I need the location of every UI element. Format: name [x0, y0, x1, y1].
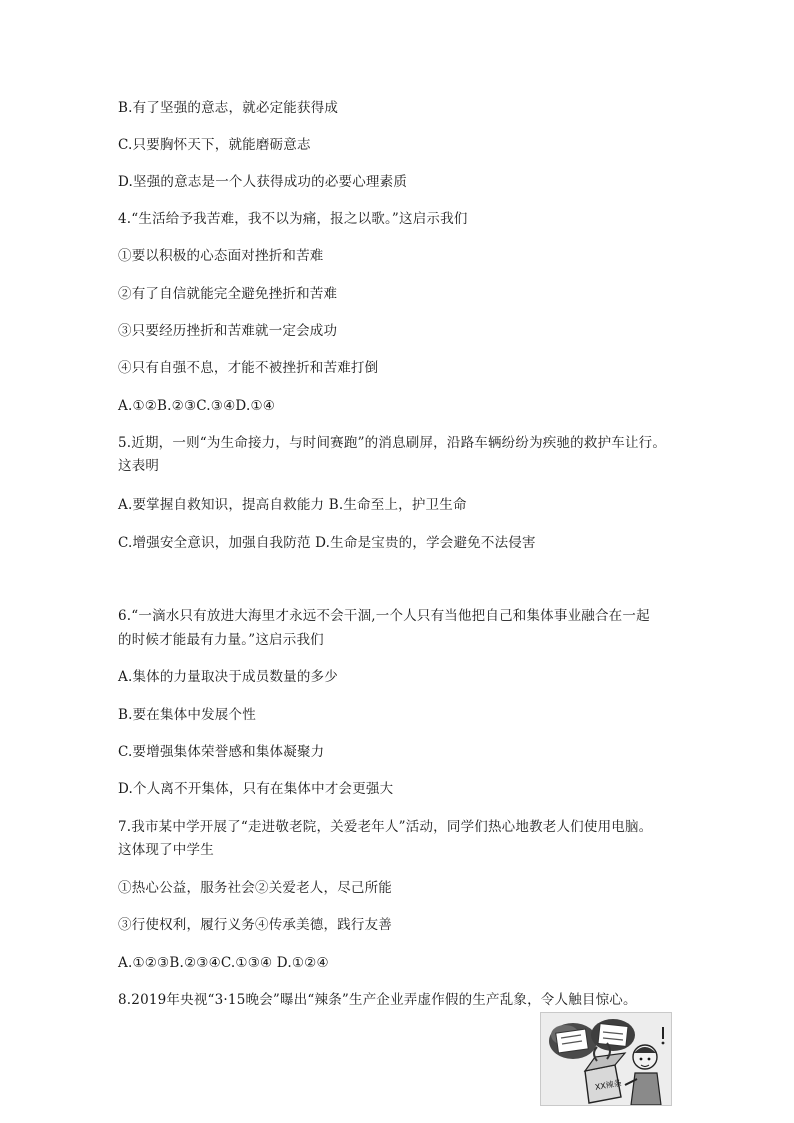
option-3b: B.有了坚强的意志，就必定能获得成: [118, 100, 339, 116]
statement-4: ④只有自强不息，才能不被挫折和苦难打倒: [118, 360, 379, 376]
question-6-stem: 6.“一滴水只有放进大海里才永远不会干涸,一个人只有当他把自己和集体事业融合在一起: [118, 608, 650, 624]
question-7-options: A.①②③B.②③④C.①③④ D.①②④: [118, 955, 329, 971]
question-7-stem: 7.我市某中学开展了“走进敬老院，关爱老年人”活动，同学们热心地教老人们使用电脑。: [118, 819, 653, 835]
option-6c: C.要增强集体荣誉感和集体凝聚力: [118, 744, 325, 760]
statement-1: ①要以积极的心态面对挫折和苦难: [118, 248, 324, 264]
question-5-options-ab: A.要掌握自救知识，提高自救能力 B.生命至上，护卫生命: [118, 497, 467, 513]
option-3d: D.坚强的意志是一个人获得成功的必要心理素质: [118, 174, 408, 190]
question-5-stem: 5.近期，一则“为生命接力，与时间赛跑”的消息刷屏，沿路车辆纷纷为疾驰的救护车让行。: [118, 435, 667, 451]
question-8-stem: 8.2019年央视“3·15晚会”曝出“辣条”生产企业弄虚作假的生产乱象，令人触目惊心。: [118, 992, 637, 1008]
cartoon-illustration-icon: [541, 1013, 671, 1105]
question-5-stem-cont: 这表明: [118, 458, 160, 474]
statement-2: ②有了自信就能完全避免挫折和苦难: [118, 286, 338, 302]
question-4-options: A.①②B.②③C.③④D.①④: [118, 398, 276, 414]
question-5-options-cd: C.增强安全意识，加强自我防范 D.生命是宝贵的，学会避免不法侵害: [118, 535, 536, 551]
option-6d: D.个人离不开集体，只有在集体中才会更强大: [118, 781, 394, 797]
question-6-stem-cont: 的时候才能最有力量。”这启示我们: [118, 632, 324, 648]
statement-3: ③只要经历挫折和苦难就一定会成功: [118, 323, 338, 339]
statements-7-12: ①热心公益，服务社会②关爱老人，尽己所能: [118, 880, 392, 896]
question-7-stem-cont: 这体现了中学生: [118, 842, 214, 858]
option-6b: B.要在集体中发展个性: [118, 707, 256, 723]
box-label: XX辣条: [594, 1078, 623, 1092]
question-4-stem: 4.“生活给予我苦难，我不以为痛，报之以歌。”这启示我们: [118, 211, 468, 227]
option-3c: C.只要胸怀天下，就能磨砺意志: [118, 137, 311, 153]
statements-7-34: ③行使权利，履行义务④传承美德，践行友善: [118, 917, 392, 933]
option-6a: A.集体的力量取决于成员数量的多少: [118, 669, 338, 685]
cartoon-illustration: [540, 1012, 672, 1106]
